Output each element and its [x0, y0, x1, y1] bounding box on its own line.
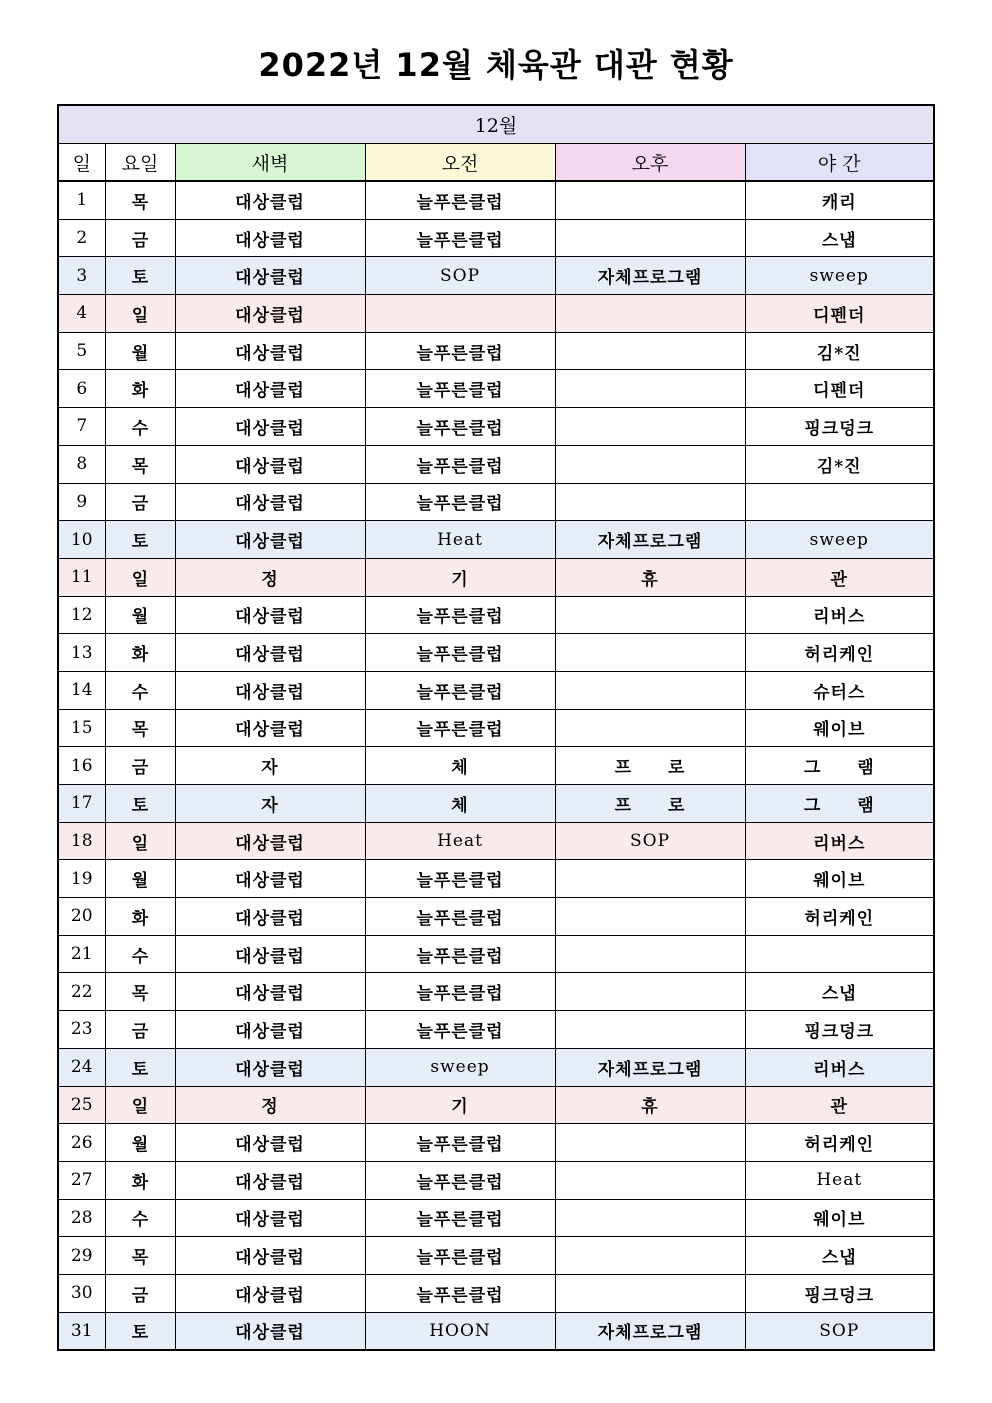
dawn-slot: 대상클럽 [175, 671, 365, 709]
day-of-week: 월 [105, 596, 175, 634]
day-of-week: 토 [105, 521, 175, 559]
dawn-slot: 대상클럽 [175, 295, 365, 333]
morning-slot: 늘푸른클럽 [365, 1011, 555, 1049]
table-row [58, 1274, 934, 1312]
table-row [58, 935, 934, 973]
header-am: 오전 [365, 144, 555, 182]
day-of-week: 월 [105, 332, 175, 370]
morning-slot: 늘푸른클럽 [365, 445, 555, 483]
table-row [58, 219, 934, 257]
afternoon-slot: 프 로 [555, 747, 745, 785]
dawn-slot: 대상클럽 [175, 822, 365, 860]
day-number: 15 [58, 709, 105, 747]
night-slot: 리버스 [745, 822, 934, 860]
column-header-row [58, 144, 934, 182]
day-of-week: 목 [105, 973, 175, 1011]
morning-slot: 늘푸른클럽 [365, 408, 555, 446]
day-of-week: 일 [105, 558, 175, 596]
afternoon-slot [555, 671, 745, 709]
afternoon-slot [555, 1011, 745, 1049]
day-of-week: 수 [105, 1199, 175, 1237]
dawn-slot: 자 [175, 747, 365, 785]
day-number: 1 [58, 181, 105, 219]
day-of-week: 화 [105, 370, 175, 408]
month-label: 12월 [58, 105, 934, 144]
night-slot [745, 935, 934, 973]
dawn-slot: 대상클럽 [175, 332, 365, 370]
day-number: 12 [58, 596, 105, 634]
night-slot: 디펜더 [745, 295, 934, 333]
table-row [58, 1048, 934, 1086]
table-row [58, 1086, 934, 1124]
night-slot: 웨이브 [745, 860, 934, 898]
morning-slot: 늘푸른클럽 [365, 1161, 555, 1199]
table-row [58, 257, 934, 295]
day-of-week: 화 [105, 1161, 175, 1199]
morning-slot: 늘푸른클럽 [365, 219, 555, 257]
dawn-slot: 대상클럽 [175, 1048, 365, 1086]
afternoon-slot [555, 445, 745, 483]
morning-slot [365, 295, 555, 333]
table-row [58, 860, 934, 898]
afternoon-slot [555, 1199, 745, 1237]
night-slot: 핑크덩크 [745, 1011, 934, 1049]
dawn-slot: 대상클럽 [175, 709, 365, 747]
morning-slot: 늘푸른클럽 [365, 1237, 555, 1275]
afternoon-slot [555, 935, 745, 973]
table-row [58, 785, 934, 823]
afternoon-slot: SOP [555, 822, 745, 860]
morning-slot: SOP [365, 257, 555, 295]
day-number: 21 [58, 935, 105, 973]
month-header-row [58, 105, 934, 144]
day-of-week: 월 [105, 860, 175, 898]
day-number: 22 [58, 973, 105, 1011]
dawn-slot: 대상클럽 [175, 257, 365, 295]
dawn-slot: 대상클럽 [175, 596, 365, 634]
table-row [58, 1237, 934, 1275]
morning-slot: 늘푸른클럽 [365, 596, 555, 634]
afternoon-slot [555, 898, 745, 936]
dawn-slot: 대상클럽 [175, 1199, 365, 1237]
morning-slot: 늘푸른클럽 [365, 483, 555, 521]
night-slot: 그 램 [745, 785, 934, 823]
dawn-slot: 대상클럽 [175, 408, 365, 446]
table-row [58, 445, 934, 483]
table-row [58, 747, 934, 785]
day-number: 4 [58, 295, 105, 333]
dawn-slot: 대상클럽 [175, 973, 365, 1011]
header-dow: 요일 [105, 144, 175, 182]
morning-slot: 늘푸른클럽 [365, 1199, 555, 1237]
afternoon-slot: 휴 [555, 558, 745, 596]
day-number: 23 [58, 1011, 105, 1049]
afternoon-slot [555, 709, 745, 747]
day-of-week: 수 [105, 671, 175, 709]
morning-slot: 늘푸른클럽 [365, 634, 555, 672]
day-number: 14 [58, 671, 105, 709]
night-slot [745, 483, 934, 521]
day-number: 3 [58, 257, 105, 295]
table-row [58, 1124, 934, 1162]
morning-slot: 늘푸른클럽 [365, 709, 555, 747]
morning-slot: 늘푸른클럽 [365, 370, 555, 408]
morning-slot: 늘푸른클럽 [365, 973, 555, 1011]
morning-slot: Heat [365, 521, 555, 559]
day-of-week: 금 [105, 1274, 175, 1312]
dawn-slot: 대상클럽 [175, 634, 365, 672]
day-number: 19 [58, 860, 105, 898]
day-number: 18 [58, 822, 105, 860]
dawn-slot: 대상클럽 [175, 1011, 365, 1049]
afternoon-slot [555, 1237, 745, 1275]
afternoon-slot [555, 1274, 745, 1312]
afternoon-slot [555, 483, 745, 521]
afternoon-slot [555, 596, 745, 634]
morning-slot: 늘푸른클럽 [365, 860, 555, 898]
afternoon-slot [555, 634, 745, 672]
night-slot: 핑크덩크 [745, 1274, 934, 1312]
afternoon-slot [555, 408, 745, 446]
day-of-week: 금 [105, 747, 175, 785]
table-row [58, 1199, 934, 1237]
afternoon-slot [555, 370, 745, 408]
night-slot: 리버스 [745, 1048, 934, 1086]
table-row [58, 521, 934, 559]
dawn-slot: 대상클럽 [175, 219, 365, 257]
dawn-slot: 대상클럽 [175, 181, 365, 219]
table-row [58, 671, 934, 709]
night-slot: 허리케인 [745, 1124, 934, 1162]
day-of-week: 목 [105, 181, 175, 219]
day-number: 28 [58, 1199, 105, 1237]
night-slot: 스냅 [745, 973, 934, 1011]
day-number: 27 [58, 1161, 105, 1199]
day-number: 29 [58, 1237, 105, 1275]
day-of-week: 토 [105, 1048, 175, 1086]
table-row [58, 558, 934, 596]
night-slot: 허리케인 [745, 898, 934, 936]
night-slot: 스냅 [745, 1237, 934, 1275]
header-day: 일 [58, 144, 105, 182]
morning-slot: 늘푸른클럽 [365, 181, 555, 219]
table-row [58, 332, 934, 370]
day-of-week: 일 [105, 822, 175, 860]
morning-slot: 늘푸른클럽 [365, 332, 555, 370]
table-row [58, 898, 934, 936]
day-number: 13 [58, 634, 105, 672]
day-number: 5 [58, 332, 105, 370]
day-number: 2 [58, 219, 105, 257]
table-row [58, 181, 934, 219]
dawn-slot: 대상클럽 [175, 898, 365, 936]
night-slot: 리버스 [745, 596, 934, 634]
night-slot: 스냅 [745, 219, 934, 257]
night-slot: 캐리 [745, 181, 934, 219]
afternoon-slot [555, 1124, 745, 1162]
morning-slot: 늘푸른클럽 [365, 898, 555, 936]
day-number: 17 [58, 785, 105, 823]
afternoon-slot: 자체프로그램 [555, 1048, 745, 1086]
dawn-slot: 대상클럽 [175, 860, 365, 898]
night-slot: 김*진 [745, 445, 934, 483]
night-slot: 웨이브 [745, 709, 934, 747]
schedule-body [58, 105, 934, 1350]
afternoon-slot: 프 로 [555, 785, 745, 823]
night-slot: 웨이브 [745, 1199, 934, 1237]
dawn-slot: 정 [175, 1086, 365, 1124]
afternoon-slot [555, 1161, 745, 1199]
day-of-week: 수 [105, 408, 175, 446]
afternoon-slot: 자체프로그램 [555, 1312, 745, 1350]
table-row [58, 370, 934, 408]
day-of-week: 일 [105, 1086, 175, 1124]
day-number: 20 [58, 898, 105, 936]
night-slot: Heat [745, 1161, 934, 1199]
night-slot: sweep [745, 521, 934, 559]
afternoon-slot: 휴 [555, 1086, 745, 1124]
afternoon-slot [555, 219, 745, 257]
afternoon-slot [555, 332, 745, 370]
morning-slot: 기 [365, 1086, 555, 1124]
night-slot: 허리케인 [745, 634, 934, 672]
afternoon-slot [555, 860, 745, 898]
day-number: 8 [58, 445, 105, 483]
table-row [58, 295, 934, 333]
night-slot: 관 [745, 558, 934, 596]
day-number: 31 [58, 1312, 105, 1350]
dawn-slot: 대상클럽 [175, 370, 365, 408]
dawn-slot: 대상클럽 [175, 483, 365, 521]
day-of-week: 화 [105, 634, 175, 672]
day-number: 9 [58, 483, 105, 521]
table-row [58, 822, 934, 860]
day-of-week: 토 [105, 257, 175, 295]
day-number: 25 [58, 1086, 105, 1124]
day-of-week: 목 [105, 445, 175, 483]
day-of-week: 금 [105, 483, 175, 521]
page-title: 2022년 12월 체육관 대관 현황 [258, 46, 734, 84]
afternoon-slot: 자체프로그램 [555, 521, 745, 559]
night-slot: 슈터스 [745, 671, 934, 709]
table-row [58, 408, 934, 446]
dawn-slot: 정 [175, 558, 365, 596]
morning-slot: 체 [365, 785, 555, 823]
afternoon-slot [555, 181, 745, 219]
rental-schedule-table [57, 104, 935, 1351]
table-row [58, 709, 934, 747]
day-of-week: 금 [105, 1011, 175, 1049]
morning-slot: 늘푸른클럽 [365, 1274, 555, 1312]
table-row [58, 1312, 934, 1350]
afternoon-slot [555, 295, 745, 333]
day-of-week: 월 [105, 1124, 175, 1162]
night-slot: SOP [745, 1312, 934, 1350]
morning-slot: 늘푸른클럽 [365, 935, 555, 973]
dawn-slot: 대상클럽 [175, 1124, 365, 1162]
night-slot: 그 램 [745, 747, 934, 785]
table-row [58, 1161, 934, 1199]
day-of-week: 목 [105, 709, 175, 747]
dawn-slot: 대상클럽 [175, 1312, 365, 1350]
day-of-week: 토 [105, 1312, 175, 1350]
day-number: 30 [58, 1274, 105, 1312]
night-slot: 핑크덩크 [745, 408, 934, 446]
morning-slot: sweep [365, 1048, 555, 1086]
table-row [58, 1011, 934, 1049]
dawn-slot: 대상클럽 [175, 445, 365, 483]
dawn-slot: 자 [175, 785, 365, 823]
afternoon-slot: 자체프로그램 [555, 257, 745, 295]
day-of-week: 일 [105, 295, 175, 333]
day-number: 10 [58, 521, 105, 559]
night-slot: sweep [745, 257, 934, 295]
dawn-slot: 대상클럽 [175, 1274, 365, 1312]
day-number: 24 [58, 1048, 105, 1086]
afternoon-slot [555, 973, 745, 1011]
table-row [58, 973, 934, 1011]
day-of-week: 화 [105, 898, 175, 936]
day-number: 11 [58, 558, 105, 596]
night-slot: 디펜더 [745, 370, 934, 408]
day-of-week: 목 [105, 1237, 175, 1275]
table-row [58, 483, 934, 521]
day-number: 6 [58, 370, 105, 408]
table-row [58, 596, 934, 634]
morning-slot: 늘푸른클럽 [365, 671, 555, 709]
day-of-week: 토 [105, 785, 175, 823]
header-dawn: 새벽 [175, 144, 365, 182]
day-number: 7 [58, 408, 105, 446]
dawn-slot: 대상클럽 [175, 521, 365, 559]
morning-slot: 기 [365, 558, 555, 596]
table-row [58, 634, 934, 672]
day-of-week: 금 [105, 219, 175, 257]
night-slot: 관 [745, 1086, 934, 1124]
dawn-slot: 대상클럽 [175, 1237, 365, 1275]
day-number: 26 [58, 1124, 105, 1162]
morning-slot: 체 [365, 747, 555, 785]
morning-slot: 늘푸른클럽 [365, 1124, 555, 1162]
night-slot: 김*진 [745, 332, 934, 370]
morning-slot: Heat [365, 822, 555, 860]
dawn-slot: 대상클럽 [175, 935, 365, 973]
day-number: 16 [58, 747, 105, 785]
dawn-slot: 대상클럽 [175, 1161, 365, 1199]
header-night: 야 간 [745, 144, 934, 182]
header-pm: 오후 [555, 144, 745, 182]
day-of-week: 수 [105, 935, 175, 973]
morning-slot: HOON [365, 1312, 555, 1350]
